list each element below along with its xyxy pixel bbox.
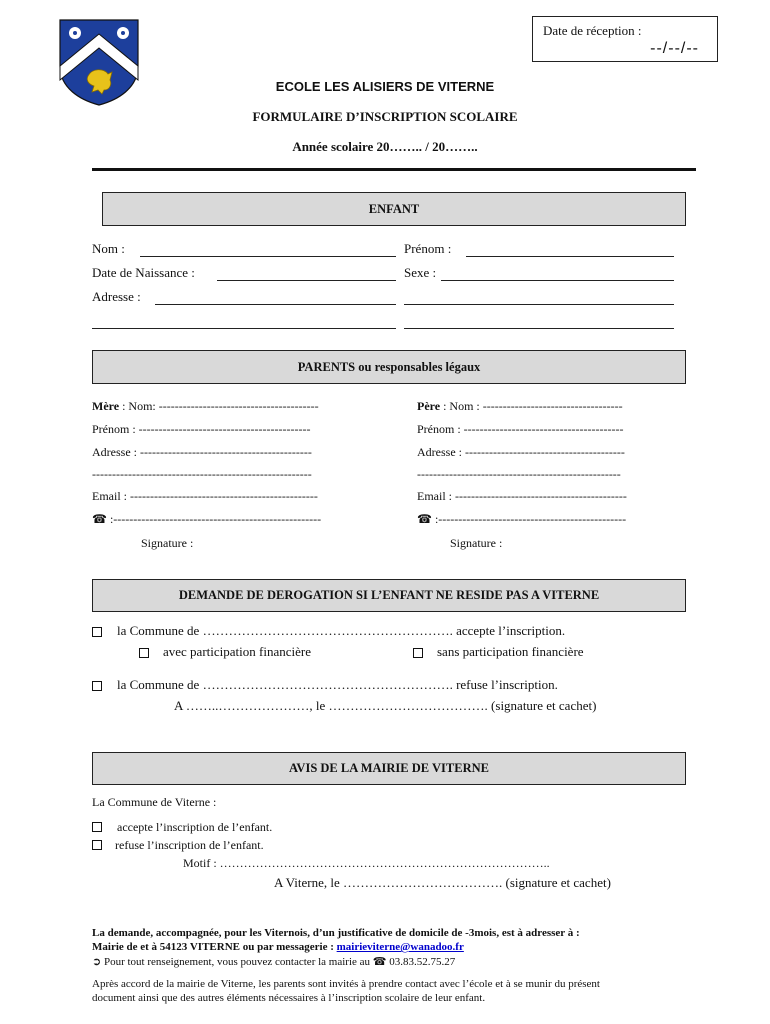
child-nom-label: Nom : xyxy=(92,241,125,256)
avec-participation-checkbox[interactable] xyxy=(139,648,149,658)
mother-adresse-field-2[interactable]: ------------------------------------------------------- xyxy=(92,467,312,481)
footer-note-line-1: Après accord de la mairie de Viterne, les parents sont invités à prendre contact avec l’école et à se munir du présent xyxy=(92,978,600,990)
avis-place-date: A Viterne, le ………………………………. (signature et cachet) xyxy=(274,875,611,890)
father-email-field[interactable]: Email : ------------------------------------------- xyxy=(417,489,627,503)
avis-accept-checkbox[interactable] xyxy=(92,822,102,832)
phone-icon: ☎ xyxy=(372,956,387,968)
section-derogation-title: DEMANDE DE DEROGATION SI L’ENFANT NE RESIDE PAS A VITERNE xyxy=(178,588,600,602)
commune-accept-text: la Commune de …………………………………………………. accepte l’inscription. xyxy=(117,623,566,638)
section-parents-header xyxy=(92,350,686,384)
section-avis-header xyxy=(92,752,686,785)
child-adresse-field-4[interactable] xyxy=(404,328,674,329)
commune-refuse-checkbox[interactable] xyxy=(92,681,102,691)
school-name: ECOLE LES ALISIERS DE VITERNE xyxy=(275,79,495,94)
mother-email-field[interactable]: Email : ----------------------------------------------- xyxy=(92,489,318,503)
avis-motif-field[interactable]: Motif : ……………………………………………………………………….. xyxy=(183,856,550,870)
footer-contact-line xyxy=(92,955,455,968)
father-prenom-field[interactable]: Prénom : ---------------------------------------- xyxy=(417,422,624,436)
mairie-phone-number: 03.83.52.75.27 xyxy=(386,956,456,968)
child-adresse-field-2[interactable] xyxy=(404,304,674,305)
father-nom-line[interactable] xyxy=(417,399,623,414)
mother-phone-field: :---------------------------------------------------- xyxy=(106,512,322,526)
father-phone-line[interactable] xyxy=(417,512,626,527)
father-label: Père xyxy=(417,399,441,413)
sans-participation-label: sans participation financière xyxy=(437,644,584,659)
child-prenom-field[interactable] xyxy=(466,256,674,257)
header-divider xyxy=(92,168,696,171)
mairie-email-link[interactable]: mairieviterne@wanadoo.fr xyxy=(336,941,464,953)
father-adresse-field[interactable]: Adresse : ---------------------------------------- xyxy=(417,445,625,459)
mother-signature-label: Signature : xyxy=(141,536,194,550)
section-enfant-title: ENFANT xyxy=(368,201,420,216)
mother-prenom-field[interactable]: Prénom : ------------------------------------------- xyxy=(92,422,311,436)
derogation-place-date: A ……..…………………, le ………………………………. (signature et cachet) xyxy=(174,698,597,713)
commune-accept-checkbox[interactable] xyxy=(92,627,102,637)
father-adresse-field-2[interactable]: --------------------------------------------------- xyxy=(417,467,621,481)
avis-refuse-checkbox[interactable] xyxy=(92,840,102,850)
form-title: FORMULAIRE D’INSCRIPTION SCOLAIRE xyxy=(252,109,518,124)
child-sexe-field[interactable] xyxy=(441,280,674,281)
reception-date-box[interactable] xyxy=(532,16,718,62)
child-adresse-field-3[interactable] xyxy=(92,328,396,329)
footer-address-line xyxy=(92,941,464,953)
father-signature-label: Signature : xyxy=(450,536,503,550)
section-parents-title: PARENTS ou responsables légaux xyxy=(297,359,481,374)
reception-date-label: Date de réception : xyxy=(543,23,642,38)
section-enfant-header xyxy=(102,192,686,226)
footer-address-text: Mairie de et à 54123 VITERNE ou par messagerie : xyxy=(92,941,337,953)
avis-accept-label: accepte l’inscription de l’enfant. xyxy=(117,820,273,834)
footer-instructions: La demande, accompagnée, pour les Viternois, d’un justificative de domicile de -3mois, est à adresser à : xyxy=(92,927,580,939)
father-phone-field: :----------------------------------------------- xyxy=(431,512,627,526)
section-derogation-header xyxy=(92,579,686,612)
child-adresse-label: Adresse : xyxy=(92,289,141,304)
mother-phone-line[interactable] xyxy=(92,512,321,527)
school-year: Année scolaire 20…….. / 20…….. xyxy=(292,139,478,154)
child-birthdate-field[interactable] xyxy=(217,280,396,281)
mother-nom-line[interactable] xyxy=(92,399,319,414)
footer-contact-text: Pour tout renseignement, vous pouvez contacter la mairie au xyxy=(101,956,373,968)
reception-date-value: --/--/-- xyxy=(650,40,699,57)
footer-note-line-2: document ainsi que des autres éléments nécessaires à l’inscription scolaire de leur enfant. xyxy=(92,992,486,1004)
phone-icon: ☎ xyxy=(417,512,432,526)
child-birthdate-label: Date de Naissance : xyxy=(92,265,195,280)
father-nom-field: : Nom : ----------------------------------- xyxy=(440,399,623,413)
commune-refuse-text: la Commune de …………………………………………………. refuse l’inscription. xyxy=(117,677,558,692)
arrow-icon: ➲ xyxy=(92,956,102,968)
avis-intro: La Commune de Viterne : xyxy=(92,795,217,809)
child-prenom-label: Prénom : xyxy=(404,241,452,256)
sans-participation-checkbox[interactable] xyxy=(413,648,423,658)
mother-adresse-field[interactable]: Adresse : ------------------------------------------- xyxy=(92,445,312,459)
child-adresse-field-1[interactable] xyxy=(155,304,396,305)
phone-icon: ☎ xyxy=(92,512,107,526)
child-nom-field[interactable] xyxy=(140,256,396,257)
mother-nom-field: : Nom: ---------------------------------------- xyxy=(119,399,319,413)
avec-participation-label: avec participation financière xyxy=(163,644,311,659)
section-avis-title: AVIS DE LA MAIRIE DE VITERNE xyxy=(289,761,489,775)
child-sexe-label: Sexe : xyxy=(404,265,437,280)
mother-label: Mère xyxy=(92,399,120,413)
avis-refuse-label: refuse l’inscription de l’enfant. xyxy=(115,838,264,852)
